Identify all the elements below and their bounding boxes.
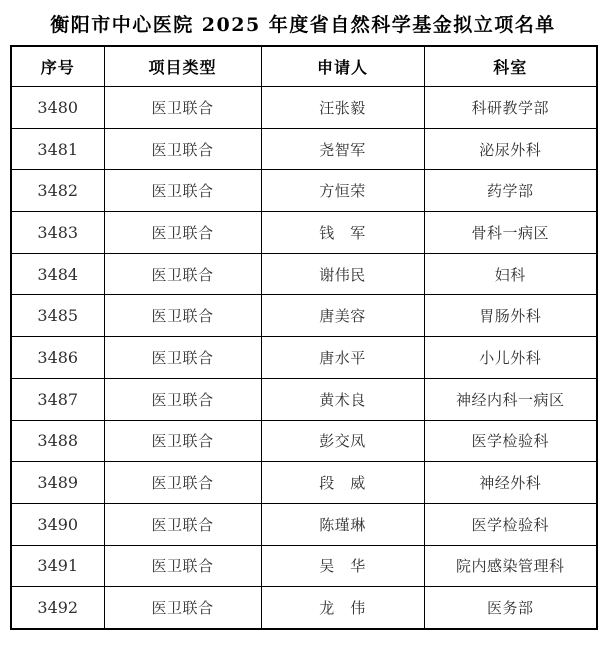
cell-serial: 3480 [11, 87, 104, 129]
table-row [11, 87, 597, 129]
cell-department: 泌尿外科 [424, 128, 597, 170]
cell-type: 医卫联合 [104, 128, 261, 170]
cell-department: 胃肠外科 [424, 295, 597, 337]
cell-department: 医务部 [424, 587, 597, 629]
cell-type: 医卫联合 [104, 587, 261, 629]
cell-serial: 3490 [11, 503, 104, 545]
table-row [11, 295, 597, 337]
table-row [11, 170, 597, 212]
cell-serial: 3485 [11, 295, 104, 337]
page-title: 衡阳市中心医院 2025 年度省自然科学基金拟立项名单 [50, 14, 556, 36]
cell-serial: 3492 [11, 587, 104, 629]
cell-type: 医卫联合 [104, 420, 261, 462]
fund-table [10, 45, 598, 630]
cell-applicant: 谢伟民 [261, 253, 424, 295]
table-row [11, 378, 597, 420]
cell-type: 医卫联合 [104, 337, 261, 379]
cell-applicant: 段 威 [261, 462, 424, 504]
cell-applicant: 钱 军 [261, 212, 424, 254]
cell-type: 医卫联合 [104, 295, 261, 337]
cell-type: 医卫联合 [104, 87, 261, 129]
cell-applicant: 汪张毅 [261, 87, 424, 129]
cell-type: 医卫联合 [104, 253, 261, 295]
cell-type: 医卫联合 [104, 378, 261, 420]
header-applicant: 申请人 [261, 46, 424, 87]
cell-department: 骨科一病区 [424, 212, 597, 254]
cell-type: 医卫联合 [104, 212, 261, 254]
table-row [11, 337, 597, 379]
table-row [11, 503, 597, 545]
table-row [11, 128, 597, 170]
cell-serial: 3489 [11, 462, 104, 504]
cell-type: 医卫联合 [104, 170, 261, 212]
table-row [11, 462, 597, 504]
cell-serial: 3482 [11, 170, 104, 212]
table-row [11, 420, 597, 462]
cell-applicant: 吴 华 [261, 545, 424, 587]
cell-type: 医卫联合 [104, 503, 261, 545]
cell-serial: 3484 [11, 253, 104, 295]
cell-serial: 3491 [11, 545, 104, 587]
cell-applicant: 彭交凤 [261, 420, 424, 462]
cell-serial: 3481 [11, 128, 104, 170]
table-header-row [11, 46, 597, 87]
cell-applicant: 唐水平 [261, 337, 424, 379]
cell-applicant: 尧智军 [261, 128, 424, 170]
header-department: 科室 [424, 46, 597, 87]
cell-serial: 3487 [11, 378, 104, 420]
cell-department: 神经外科 [424, 462, 597, 504]
table-row [11, 587, 597, 629]
cell-department: 神经内科一病区 [424, 378, 597, 420]
cell-department: 药学部 [424, 170, 597, 212]
cell-applicant: 方恒荣 [261, 170, 424, 212]
cell-department: 小儿外科 [424, 337, 597, 379]
table-row [11, 253, 597, 295]
cell-department: 妇科 [424, 253, 597, 295]
header-serial: 序号 [11, 46, 104, 87]
cell-applicant: 黄术良 [261, 378, 424, 420]
table-row [11, 545, 597, 587]
cell-applicant: 龙 伟 [261, 587, 424, 629]
table-body [11, 87, 597, 629]
cell-serial: 3486 [11, 337, 104, 379]
cell-applicant: 唐美容 [261, 295, 424, 337]
header-project-type: 项目类型 [104, 46, 261, 87]
cell-department: 医学检验科 [424, 420, 597, 462]
cell-applicant: 陈瑾琳 [261, 503, 424, 545]
cell-serial: 3488 [11, 420, 104, 462]
table-row [11, 212, 597, 254]
cell-department: 科研教学部 [424, 87, 597, 129]
cell-department: 医学检验科 [424, 503, 597, 545]
cell-type: 医卫联合 [104, 545, 261, 587]
cell-type: 医卫联合 [104, 462, 261, 504]
cell-serial: 3483 [11, 212, 104, 254]
cell-department: 院内感染管理科 [424, 545, 597, 587]
